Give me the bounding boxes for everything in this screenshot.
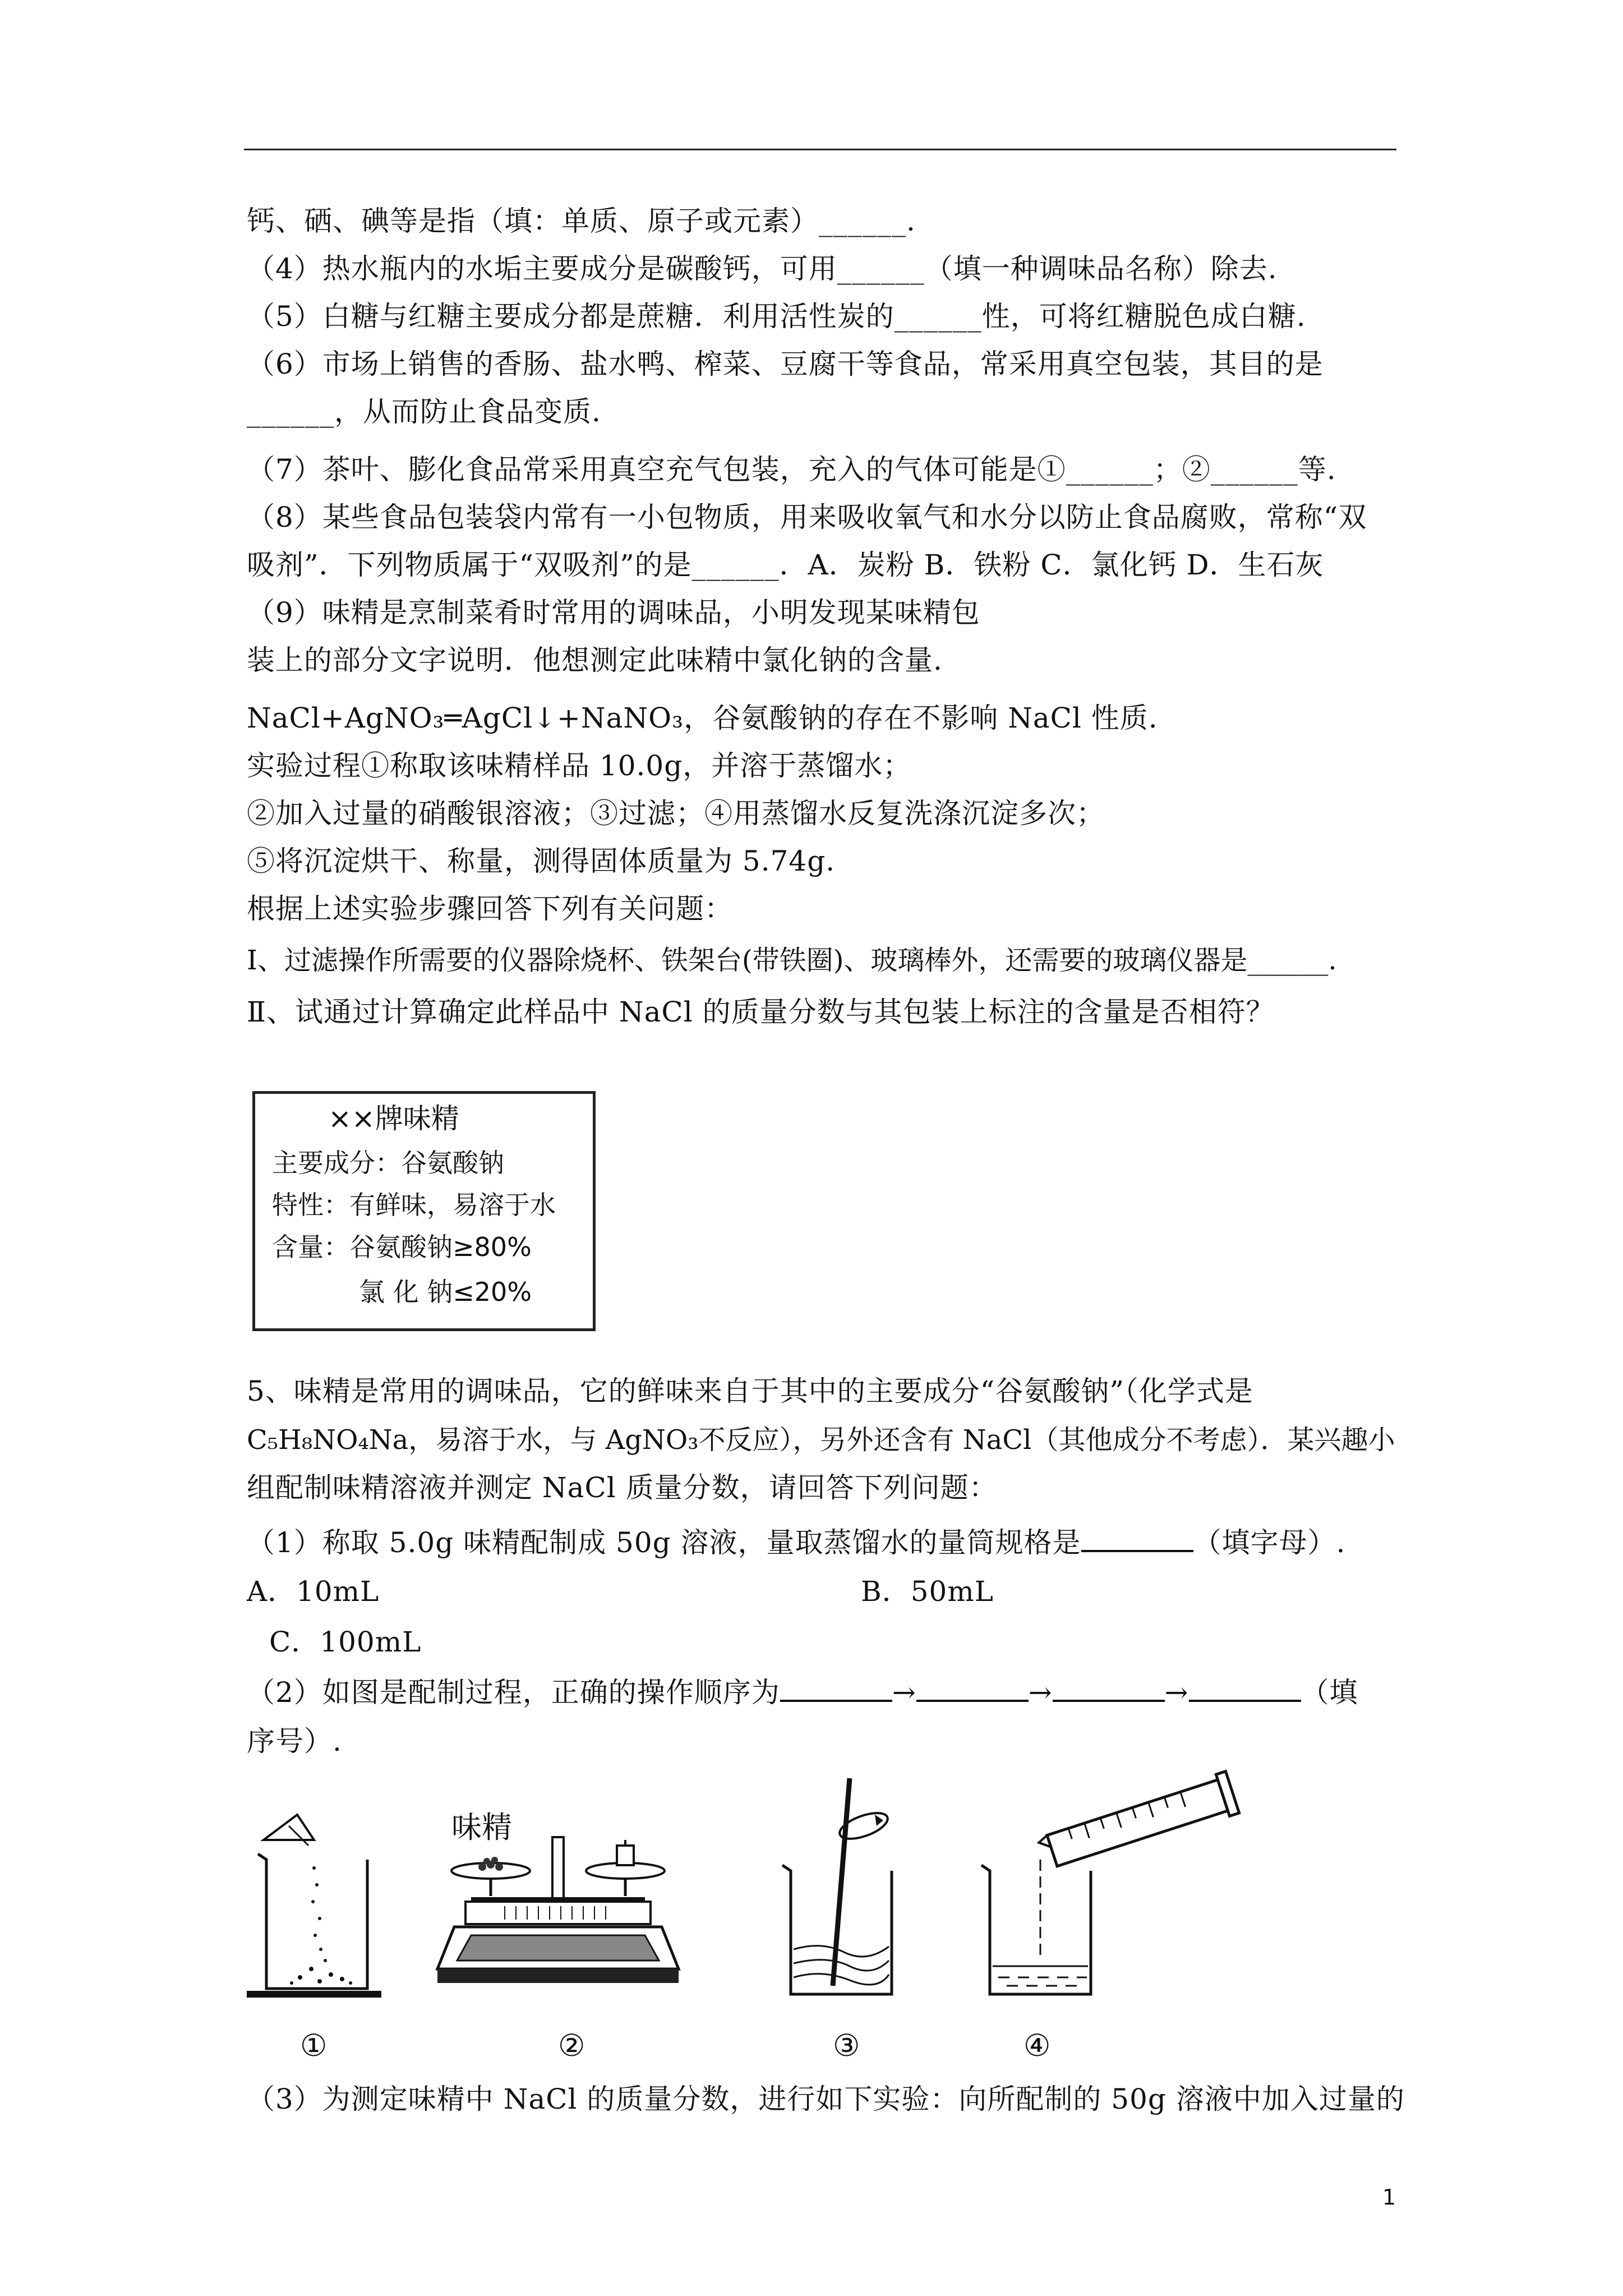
q5-line-6: 序号）. xyxy=(247,1725,342,1757)
text-line-10: 装上的部分文字说明．他想测定此味精中氯化钠的含量. xyxy=(247,644,943,677)
header-rule xyxy=(244,149,1396,150)
arrow-3: → xyxy=(1164,1676,1189,1709)
text-line-16: Ⅰ、过滤操作所需要的仪器除烧杯、铁架台(带铁圈)、玻璃棒外，还需要的玻璃仪器是______. xyxy=(247,945,1337,976)
option-c: C．100mL xyxy=(269,1626,422,1658)
text-line-6: （7）茶叶、膨化食品常采用真空充气包装，充入的气体可能是①______；②______等. xyxy=(247,453,1336,486)
text-line-5: ______，从而防止食品变质. xyxy=(247,395,601,428)
text-line-13: ②加入过量的硝酸银溶液；③过滤；④用蒸馏水反复洗涤沉淀多次； xyxy=(247,797,1105,830)
q5-line-7: （3）为测定味精中 NaCl 的质量分数，进行如下实验：向所配制的 50g 溶液中加入过量的 xyxy=(247,2083,1405,2115)
answer-blank-cylinder xyxy=(1081,1525,1193,1552)
balance-label: 味精 xyxy=(451,1810,512,1845)
q5-line-5-suffix: （填 xyxy=(1301,1676,1358,1709)
answer-blank-step-2 xyxy=(916,1675,1029,1702)
q5-line-3: 组配制味精溶液并测定 NaCl 质量分数，请回答下列问题： xyxy=(247,1471,998,1504)
label-title: ××牌味精 xyxy=(328,1102,459,1135)
label-content-2: 氯 化 钠≤20% xyxy=(359,1277,532,1307)
msg-package-label xyxy=(252,1091,596,1331)
text-line-7: （8）某些食品包装袋内常有一小包物质，用来吸收氧气和水分以防止食品腐败，常称“双 xyxy=(247,501,1367,533)
q5-line-4 xyxy=(247,1525,1345,1561)
figure-label-2: ② xyxy=(558,2028,585,2063)
step-1-pour-powder xyxy=(247,1801,393,2003)
text-line-9: （9）味精是烹制菜肴时常用的调味品，小明发现某味精包 xyxy=(247,596,980,629)
q5-line-5-text: （2）如图是配制过程，正确的操作顺序为 xyxy=(247,1676,780,1709)
answer-blank-step-1 xyxy=(780,1675,892,1702)
label-content-1: 含量：谷氨酸钠≥80% xyxy=(272,1232,532,1262)
text-line-12: 实验过程①称取该味精样品 10.0g，并溶于蒸馏水； xyxy=(247,749,912,782)
q5-line-2: C₅H₈NO₄Na，易溶于水，与 AgNO₃不反应），另外还含有 NaCl（其他成分不考虑）．某兴趣小 xyxy=(247,1424,1395,1456)
label-property: 特性：有鲜味，易溶于水 xyxy=(272,1190,556,1220)
page-number: 1 xyxy=(1382,2185,1396,2210)
step-4-pour-water xyxy=(976,1761,1245,2003)
text-line-8: 吸剂”．下列物质属于“双吸剂”的是______．A．炭粉 B．铁粉 C．氯化钙 D．生石灰 xyxy=(247,549,1324,581)
text-line-14: ⑤将沉淀烘干、称量，测得固体质量为 5.74g. xyxy=(247,845,836,877)
text-line-15: 根据上述实验步骤回答下列有关问题： xyxy=(247,892,733,925)
q5-line-4-text: （1）称取 5.0g 味精配制成 50g 溶液，量取蒸馏水的量筒规格是 xyxy=(247,1526,1081,1559)
step-3-stir xyxy=(771,1767,917,2003)
figure-label-3: ③ xyxy=(833,2028,860,2063)
answer-blank-step-3 xyxy=(1053,1675,1165,1702)
text-line-11: NaCl+AgNO₃═AgCl↓+NaNO₃，谷氨酸钠的存在不影响 NaCl 性质. xyxy=(247,702,1158,734)
figure-label-1: ① xyxy=(300,2028,328,2063)
text-line-2: （4）热水瓶内的水垢主要成分是碳酸钙，可用______（填一种调味品名称）除去. xyxy=(247,252,1278,285)
q5-line-4-suffix: （填字母）. xyxy=(1193,1526,1346,1559)
arrow-2: → xyxy=(1028,1676,1053,1709)
text-line-1: 钙、硒、碘等是指（填：单质、原子或元素）______. xyxy=(247,205,916,237)
text-line-17: Ⅱ、试通过计算确定此样品中 NaCl 的质量分数与其包装上标注的含量是否相符？ xyxy=(247,996,1275,1028)
text-line-3: （5）白糖与红糖主要成分都是蔗糖．利用活性炭的______性，可将红糖脱色成白糖. xyxy=(247,300,1306,333)
option-b: B．50mL xyxy=(861,1575,994,1608)
figure-label-4: ④ xyxy=(1023,2028,1051,2063)
arrow-1: → xyxy=(892,1676,916,1709)
answer-blank-step-4 xyxy=(1189,1675,1301,1702)
q5-line-5 xyxy=(247,1674,1358,1710)
text-line-4: （6）市场上销售的香肠、盐水鸭、榨菜、豆腐干等食品，常采用真空包装，其目的是 xyxy=(247,348,1324,380)
step-2-balance xyxy=(437,1818,684,2003)
label-ingredient: 主要成分：谷氨酸钠 xyxy=(272,1148,504,1178)
q5-line-1: 5、味精是常用的调味品，它的鲜味来自于其中的主要成分“谷氨酸钠”（化学式是 xyxy=(247,1375,1253,1407)
option-a: A．10mL xyxy=(247,1575,380,1608)
